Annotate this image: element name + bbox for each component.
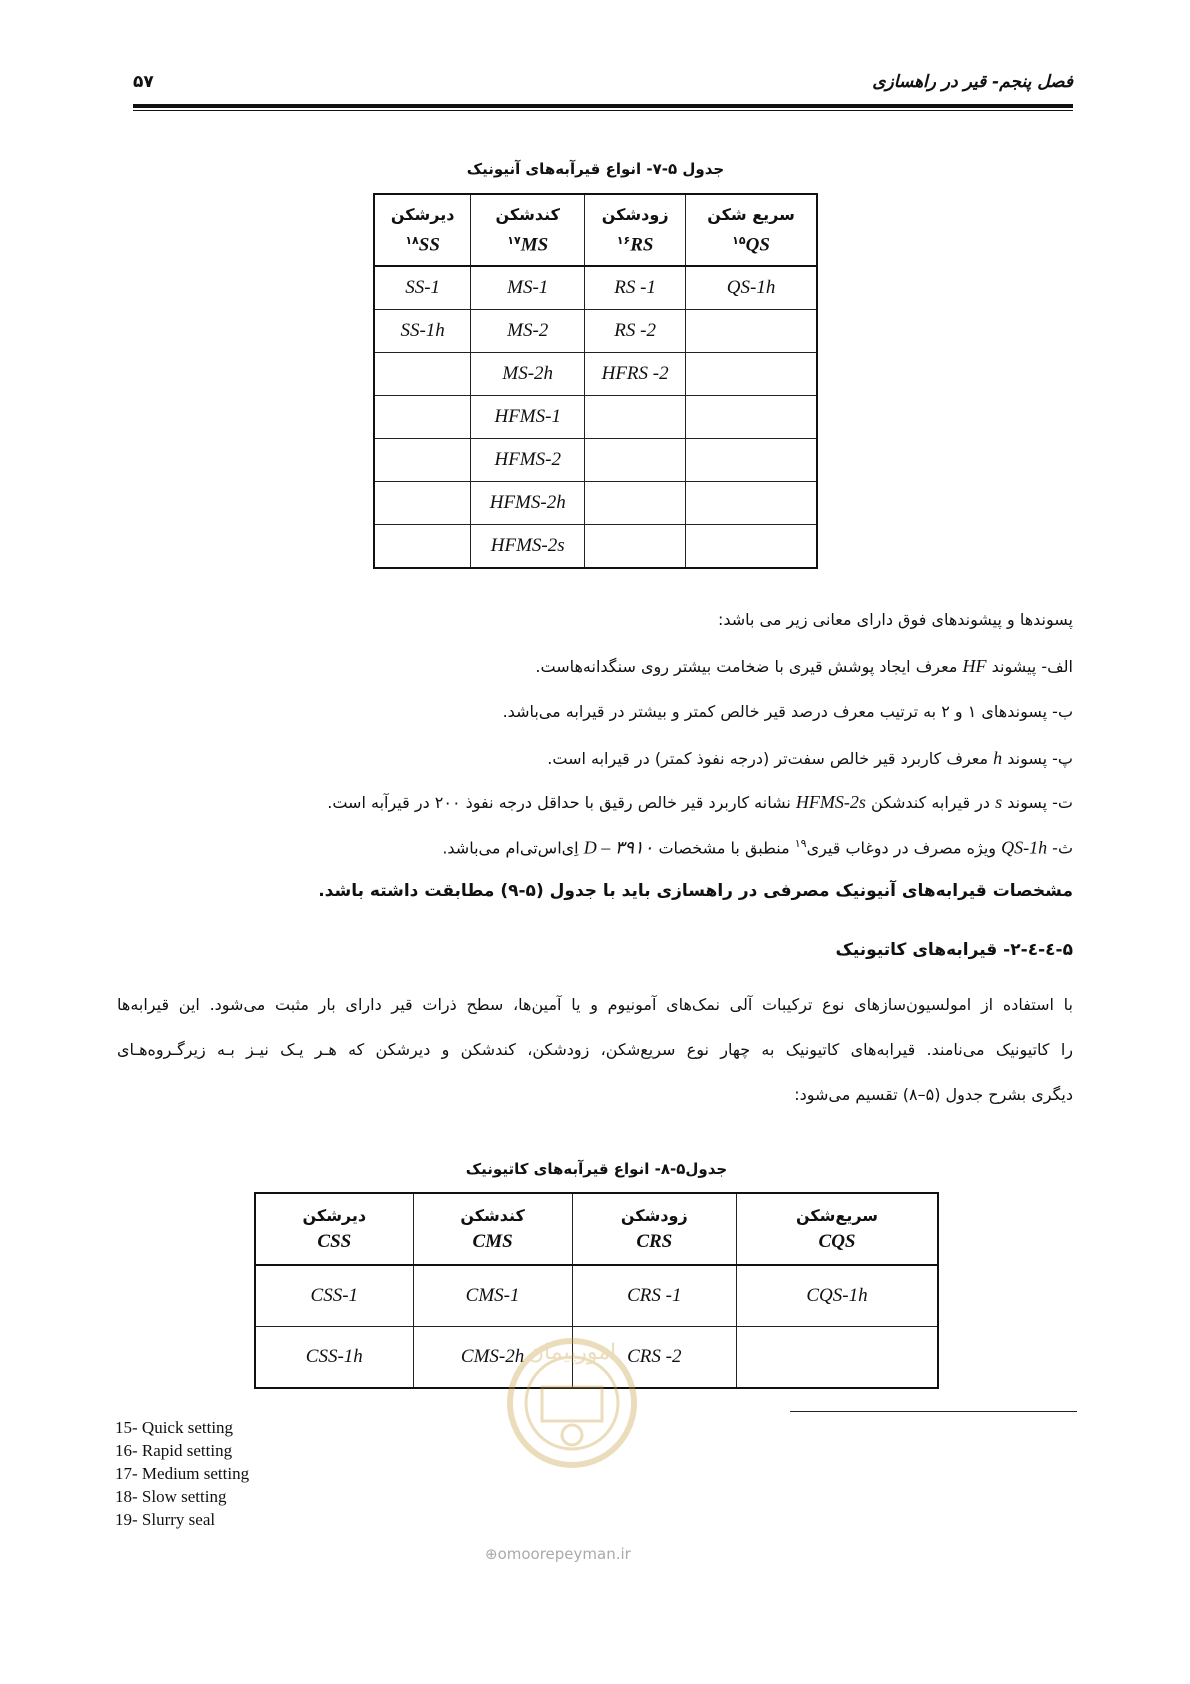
header-rule-thick — [133, 104, 1073, 108]
table1-caption: جدول ۵-۷- انواع قیرآبه‌های آنیونیک — [466, 160, 725, 178]
globe-icon: ⊕ — [485, 1545, 498, 1563]
header-cell: دیرشکن CSS — [255, 1193, 413, 1265]
header-cell: کندشکن CMS — [413, 1193, 572, 1265]
table-row: HFRS -2 MS-2h — [374, 353, 817, 396]
header-cell: کندشکن $^{۱۷}$MS — [471, 194, 585, 266]
table-row: HFMS-2 — [374, 439, 817, 482]
footnote: 17- Medium setting — [115, 1464, 250, 1483]
section-heading: ۵-٤-٤-۲- قیرابه‌های کاتیونیک — [835, 940, 1073, 960]
table-row: CQS-1h CRS -1 CMS-1 CSS-1 — [255, 1265, 938, 1327]
item-alef: الف- پیشوند HF معرف ایجاد پوشش قیری با ضخامت بیشتر روی سنگدانه‌هاست. — [535, 656, 1073, 676]
table-row: HFMS-1 — [374, 396, 817, 439]
table-header-row — [374, 194, 817, 266]
chapter-title: فصل پنجم- قیر در راهسازی — [872, 72, 1073, 92]
footnote: 15- Quick setting — [115, 1418, 234, 1437]
header-cell: دیرشکن $^{۱۸}$SS — [374, 194, 471, 266]
table-row: RS -2 MS-2 SS-1h — [374, 310, 817, 353]
intro-paragraph: پسوندها و پیشوندهای فوق دارای معانی زیر می باشد: — [717, 610, 1073, 629]
section-body-line: دیگری بشرح جدول (۵–۸) تقسیم می‌شود: — [794, 1085, 1073, 1104]
header-cell: سریع شکن $^{۱۵}$QS — [686, 194, 817, 266]
section-body-line: با استفاده از امولسیون‌سازهای نوع ترکیبات آلی نمک‌های آمونیوم و یا آمین‌ها، سطح ذرات قیر دارای بار مثبت می‌شود. این قیرابه‌ها — [117, 995, 1073, 1014]
svg-text:امورپیمان: امورپیمان — [527, 1340, 617, 1365]
item-se: ث- QS-1h ویژه مصرف در دوغاب قیری$^{۱۹}$ منطبق با مشخصات D – ۳۹۱۰ اِی‌اس‌تی‌ام می‌باشد. — [442, 837, 1073, 858]
item-pe: پ- پسوند h معرف کاربرد قیر خالص سفت‌تر (درجه نفوذ کمتر) در قیرابه است. — [547, 748, 1073, 768]
table-row: HFMS-2s — [374, 525, 817, 569]
item-be: ب- پسوندهای ۱ و ۲ به ترتیب معرف درصد قیر خالص کمتر و بیشتر در قیرابه می‌باشد. — [502, 702, 1073, 721]
header-rule-thin — [133, 110, 1073, 111]
table-header-row — [255, 1193, 938, 1265]
header-cell: زودشکن CRS — [572, 1193, 736, 1265]
bold-requirement: مشخصات قیرابه‌های آنیونیک مصرفی در راهسازی باید با جدول (۵-۹) مطابقت داشته باشد. — [318, 881, 1073, 901]
page-number: ۵۷ — [133, 72, 154, 92]
footnote: 19- Slurry seal — [115, 1510, 216, 1529]
footnote: 18- Slow setting — [115, 1487, 227, 1506]
footnote: 16- Rapid setting — [115, 1441, 233, 1460]
item-te: ت- پسوند s در قیرابه کندشکن HFMS-2s نشانه کاربرد قیر خالص رقیق با حداقل درجه نفوذ ۲۰۰ در قیرآبه است. — [327, 792, 1073, 812]
watermark-site: ⊕omoorepeyman.ir — [485, 1545, 631, 1563]
table2-caption: جدول۵-۸- انواع قیرآبه‌های کاتیونیک — [465, 1160, 728, 1178]
header-cell: سریع‌شکن CQS — [737, 1193, 939, 1265]
table-row: HFMS-2h — [374, 482, 817, 525]
table-row: QS-1h RS -1 MS-1 SS-1 — [374, 266, 817, 310]
watermark-logo — [490, 1325, 655, 1475]
table-row: CRS -2 CMS-2h CSS-1h — [255, 1327, 938, 1389]
anionic-emulsion-table — [373, 193, 818, 569]
section-body-line: را کاتیونیک می‌نامند. قیرابه‌های کاتیونیک به چهار نوع سریع‌شکن، زودشکن، کندشکن و دیرشکن که هـر یـک نیـز بـه زیرگـروه‌هـای — [117, 1040, 1073, 1059]
footnote-rule — [790, 1411, 1077, 1412]
header-cell: زودشکن $^{۱۶}$RS — [585, 194, 686, 266]
